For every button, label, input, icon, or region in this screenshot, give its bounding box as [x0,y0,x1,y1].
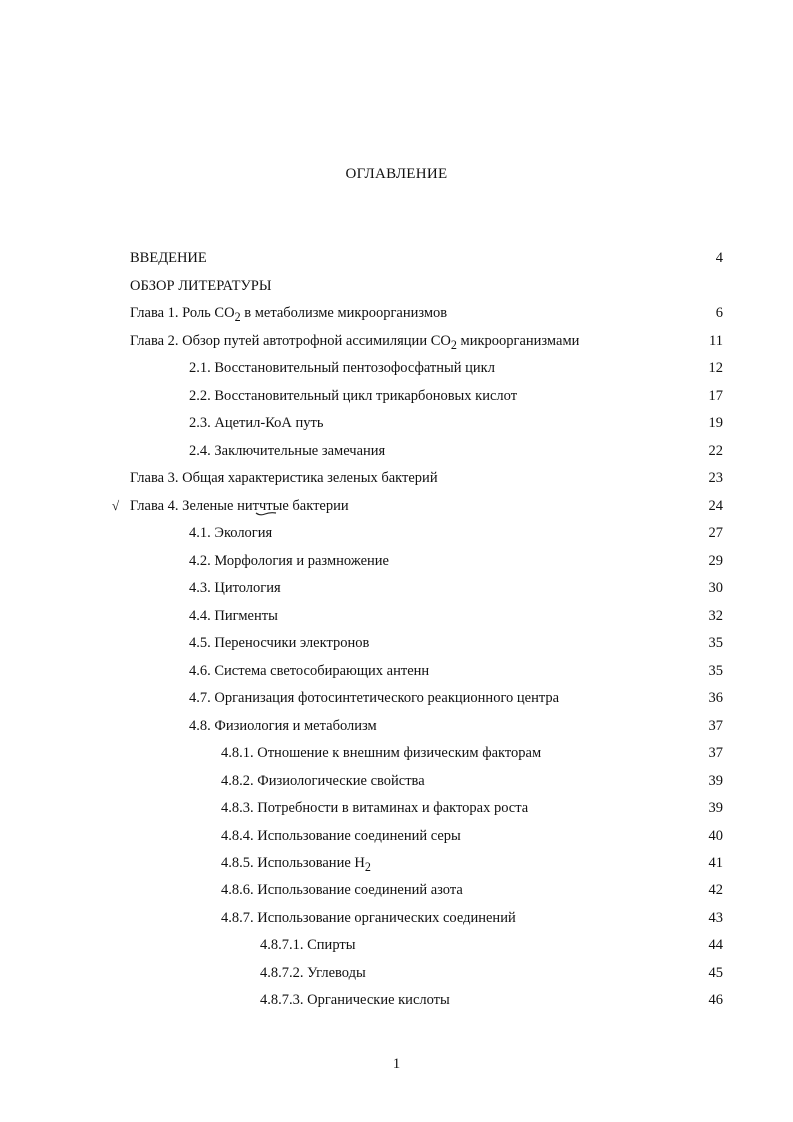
toc-entry-page: 32 [708,608,723,624]
toc-entry-page: 36 [708,690,723,706]
toc-entry-label: Глава 2. Обзор путей автотрофной ассимиляции $CO_2$ микроорганизмами [130,333,580,352]
toc-entry [0,496,793,516]
toc-entry [0,523,793,543]
toc-entry-label: Глава 1. Роль $CO_2$ в метаболизме микроорганизмов [130,305,448,324]
toc-entry [0,551,793,571]
toc-entry-label: 4.8.7.3. Органические кислоты [260,992,450,1008]
toc-entry [0,468,793,488]
toc-entry [0,303,793,323]
toc-entry [0,606,793,626]
toc-entry [0,716,793,736]
toc-entry [0,963,793,983]
toc-entry-label: 2.2. Восстановительный цикл трикарбоновых кислот [189,388,518,404]
toc-entry-page: 40 [708,828,723,844]
toc-entry [0,743,793,763]
toc-entry-page: 6 [715,305,723,321]
toc-entry-page: 41 [708,855,723,871]
toc-entry-page: 37 [708,745,723,761]
toc-entry [0,771,793,791]
toc-entry [0,331,793,351]
toc-entry-label: 4.8. Физиология и метаболизм [189,718,377,734]
toc-entry-page: 19 [708,415,723,431]
toc-entry [0,441,793,461]
toc-entry [0,248,793,268]
toc-entry-label: 2.3. Ацетил-КоА путь [189,415,324,431]
toc-entry-page: 30 [708,580,723,596]
toc-entry-page: 11 [709,333,723,349]
toc-entry [0,633,793,653]
toc-entry-page: 39 [708,800,723,816]
toc-entry-label: 4.8.7. Использование органических соединений [221,910,516,926]
toc-entry-label: Глава 4. Зеленые нитчтые бактерии [130,498,349,514]
toc-entry-page: 45 [708,965,723,981]
toc-entry [0,661,793,681]
toc-entry-page: 22 [708,443,723,459]
toc-entry-page: 27 [708,525,723,541]
toc-entry-label: 4.8.3. Потребности в витаминах и факторах роста [221,800,529,816]
toc-entry-page: 23 [708,470,723,486]
toc-entry-label: 4.2. Морфология и размножение [189,553,389,569]
toc-entry [0,413,793,433]
toc-entry-label: 4.8.5. Использование $H_2$ [221,855,371,874]
toc-entry-page: 42 [708,882,723,898]
toc-entry-label: Глава 3. Общая характеристика зеленых бактерий [130,470,438,486]
toc-entry-page: 43 [708,910,723,926]
toc-entry-label: 4.8.1. Отношение к внешним физическим факторам [221,745,542,761]
toc-entry-label: 4.8.2. Физиологические свойства [221,773,425,789]
toc-entry-label: 4.6. Система светособирающих антенн [189,663,430,679]
toc-entry-label: 4.8.7.2. Углеводы [260,965,366,981]
toc-entry-page: 29 [708,553,723,569]
toc-entry [0,908,793,928]
toc-entry-label: ОБЗОР ЛИТЕРАТУРЫ [130,278,272,294]
toc-entry [0,798,793,818]
toc-entry-label: 2.1. Восстановительный пентозофосфатный цикл [189,360,495,376]
handwritten-checkmark: √ [112,498,120,513]
toc-entry-label: ВВЕДЕНИЕ [130,250,207,266]
toc-entry-label: 4.3. Цитология [189,580,281,596]
toc-entry-label: 4.8.4. Использование соединений серы [221,828,461,844]
toc-entry-page: 46 [708,992,723,1008]
page-title: ОГЛАВЛЕНИЕ [345,166,448,182]
toc-entry-page: 4 [715,250,723,266]
toc-entry [0,990,793,1010]
toc-entry-label: 4.4. Пигменты [189,608,278,624]
toc-entry-label: 4.1. Экология [189,525,273,541]
toc-entry-label: 4.5. Переносчики электронов [189,635,370,651]
handwritten-squiggle [255,511,277,516]
toc-entry-page: 37 [708,718,723,734]
toc-entry [0,578,793,598]
toc-entry [0,880,793,900]
toc-entry [0,358,793,378]
toc-entry-label: 4.8.7.1. Спирты [260,937,356,953]
toc-entry-page: 44 [708,937,723,953]
toc-entry [0,276,793,296]
toc-entry [0,386,793,406]
toc-entry-label: 4.7. Организация фотосинтетического реакционного центра [189,690,560,706]
page-number: 1 [392,1056,401,1072]
toc-entry-label: 2.4. Заключительные замечания [189,443,386,459]
toc-entry [0,935,793,955]
toc-entry-page: 39 [708,773,723,789]
toc-entry-page: 24 [708,498,723,514]
toc-entry-page: 35 [708,635,723,651]
toc-entry [0,853,793,873]
toc-entry [0,688,793,708]
toc-entry-page: 35 [708,663,723,679]
toc-entry-page: 17 [708,388,723,404]
toc-entry [0,826,793,846]
toc-entry-label: 4.8.6. Использование соединений азота [221,882,463,898]
toc-entry-page: 12 [708,360,723,376]
